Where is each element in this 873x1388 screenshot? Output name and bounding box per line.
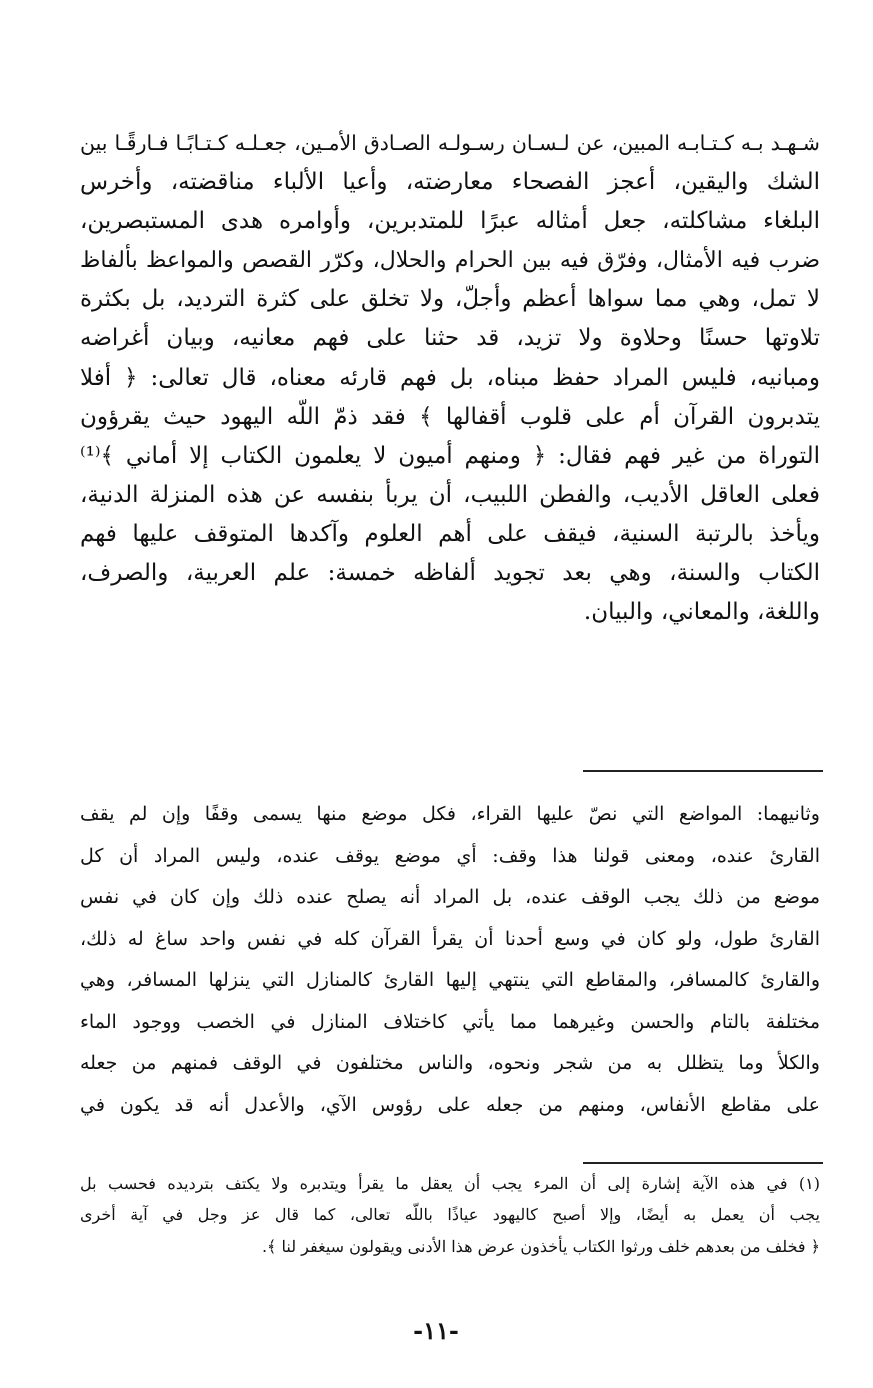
footnote-line: يجب أن يعمل به أيضًا، وإلا أصبح كاليهود عياذًا باللّه تعالى، كما قال عز وجل في آية أخرى [80,1205,820,1225]
main-text-line: التوراة من غير فهم فقال: ﴿ ومنهم أميون لا يعلمون الكتاب إلا أماني ﴾⁽¹⁾ [80,442,820,469]
main-text-line: فعلى العاقل الأديب، والفطن اللبيب، أن يربأ بنفسه عن هذه المنزلة الدنية، [80,481,820,508]
footnote-block [80,1168,820,1262]
secondary-text-line: وثانيهما: المواضع التي نصّ عليها القراء، فكل موضع منها يسمى وقفًا وإن لم يقف [80,803,820,825]
main-text-line: واللغة، والمعاني، والبيان. [583,599,820,626]
secondary-text-line: القارئ عنده، ومعنى قولنا هذا وقف: أي موضع يوقف عنده، وليس المراد أن كل [80,844,820,867]
main-text-line: شـهـد بـه كـتـابـه المبين، عن لـسـان رسـولـه الصـادق الأمـين، جعـلـه كـتـابًـا فـارقًـا بين [80,131,820,155]
secondary-text-line: والكلأ وما يتظلل به من شجر ونحوه، والناس مختلفون في الوقف فمنهم من جعله [80,1052,820,1074]
secondary-text-line: مختلفة بالتام والحسن وغيرهما مما يأتي كاختلاف المنازل في الخصب ووجود الماء [80,1010,820,1033]
page-number: -١١- [413,1316,459,1345]
main-text-line: ويأخذ بالرتبة السنية، فيقف على أهم العلوم وآكدها المتوقف عليها فهم [80,520,820,547]
secondary-text-line: القارئ طول، ولو كان في وسع أحدنا أن يقرأ القرآن كله في نفس واحد ساغ له ذلك، [80,927,820,950]
main-text-line: لا تمل، وهي مما سواها أعظم وأجلّ، ولا تخلق على كثرة الترديد، بل بكثرة [80,286,820,313]
main-text-line: يتدبرون القرآن أم على قلوب أقفالها ﴾ فقد ذمّ اللّه اليهود حيث يقرؤون [80,403,820,430]
main-text-line: الكتاب والسنة، وهي بعد تجويد ألفاظه خمسة: علم العربية، والصرف، [80,560,820,587]
main-text-line: البلغاء مشاكلته، جعل أمثاله عبرًا للمتدبرين، وأوامره هدى المستبصرين، [80,208,820,235]
section-divider [583,770,823,772]
secondary-text-line: موضع من ذلك يجب الوقف عنده، بل المراد أنه يصلح عنده ذلك وإن كان في نفس [80,886,820,908]
main-text-block [80,124,820,632]
footnote-divider [583,1162,823,1164]
main-text-line: تلاوتها حسنًا وحلاوة ولا تزيد، قد حثنا على فهم معانيه، وبيان أغراضه [80,325,820,352]
footnote-line: (١) في هذه الآية إشارة إلى أن المرء يجب أن يعقل ما يقرأ ويتدبره ولا يكتف بترديده فحسب بل [80,1174,820,1193]
main-text-line: ضرب فيه الأمثال، وفرّق فيه بين الحرام والحلال، وكرّر القصص والمواعظ بألفاظ [80,248,820,274]
secondary-text-line: والقارئ كالمسافر، والمقاطع التي ينتهي إليها القارئ كالمنازل التي ينزلها المسافر، وهي [80,969,820,991]
secondary-text-line: على مقاطع الأنفاس، ومنهم من جعله على رؤوس الآي، والأعدل أنه قد يكون في [80,1093,820,1116]
footnote-line: ﴿ فخلف من بعدهم خلف ورثوا الكتاب يأخذون عرض هذا الأدنى ويقولون سيغفر لنا ﴾. [261,1236,820,1256]
main-text-line: الشك واليقين، أعجز الفصحاء معارضته، وأعيا الألباء مناقضته، وأخرس [80,169,820,196]
secondary-text-block [80,794,820,1126]
main-text-line: ومبانيه، فليس المراد حفظ مبناه، بل فهم قارئه معناه، قال تعالى: ﴿ أفلا [80,364,820,391]
